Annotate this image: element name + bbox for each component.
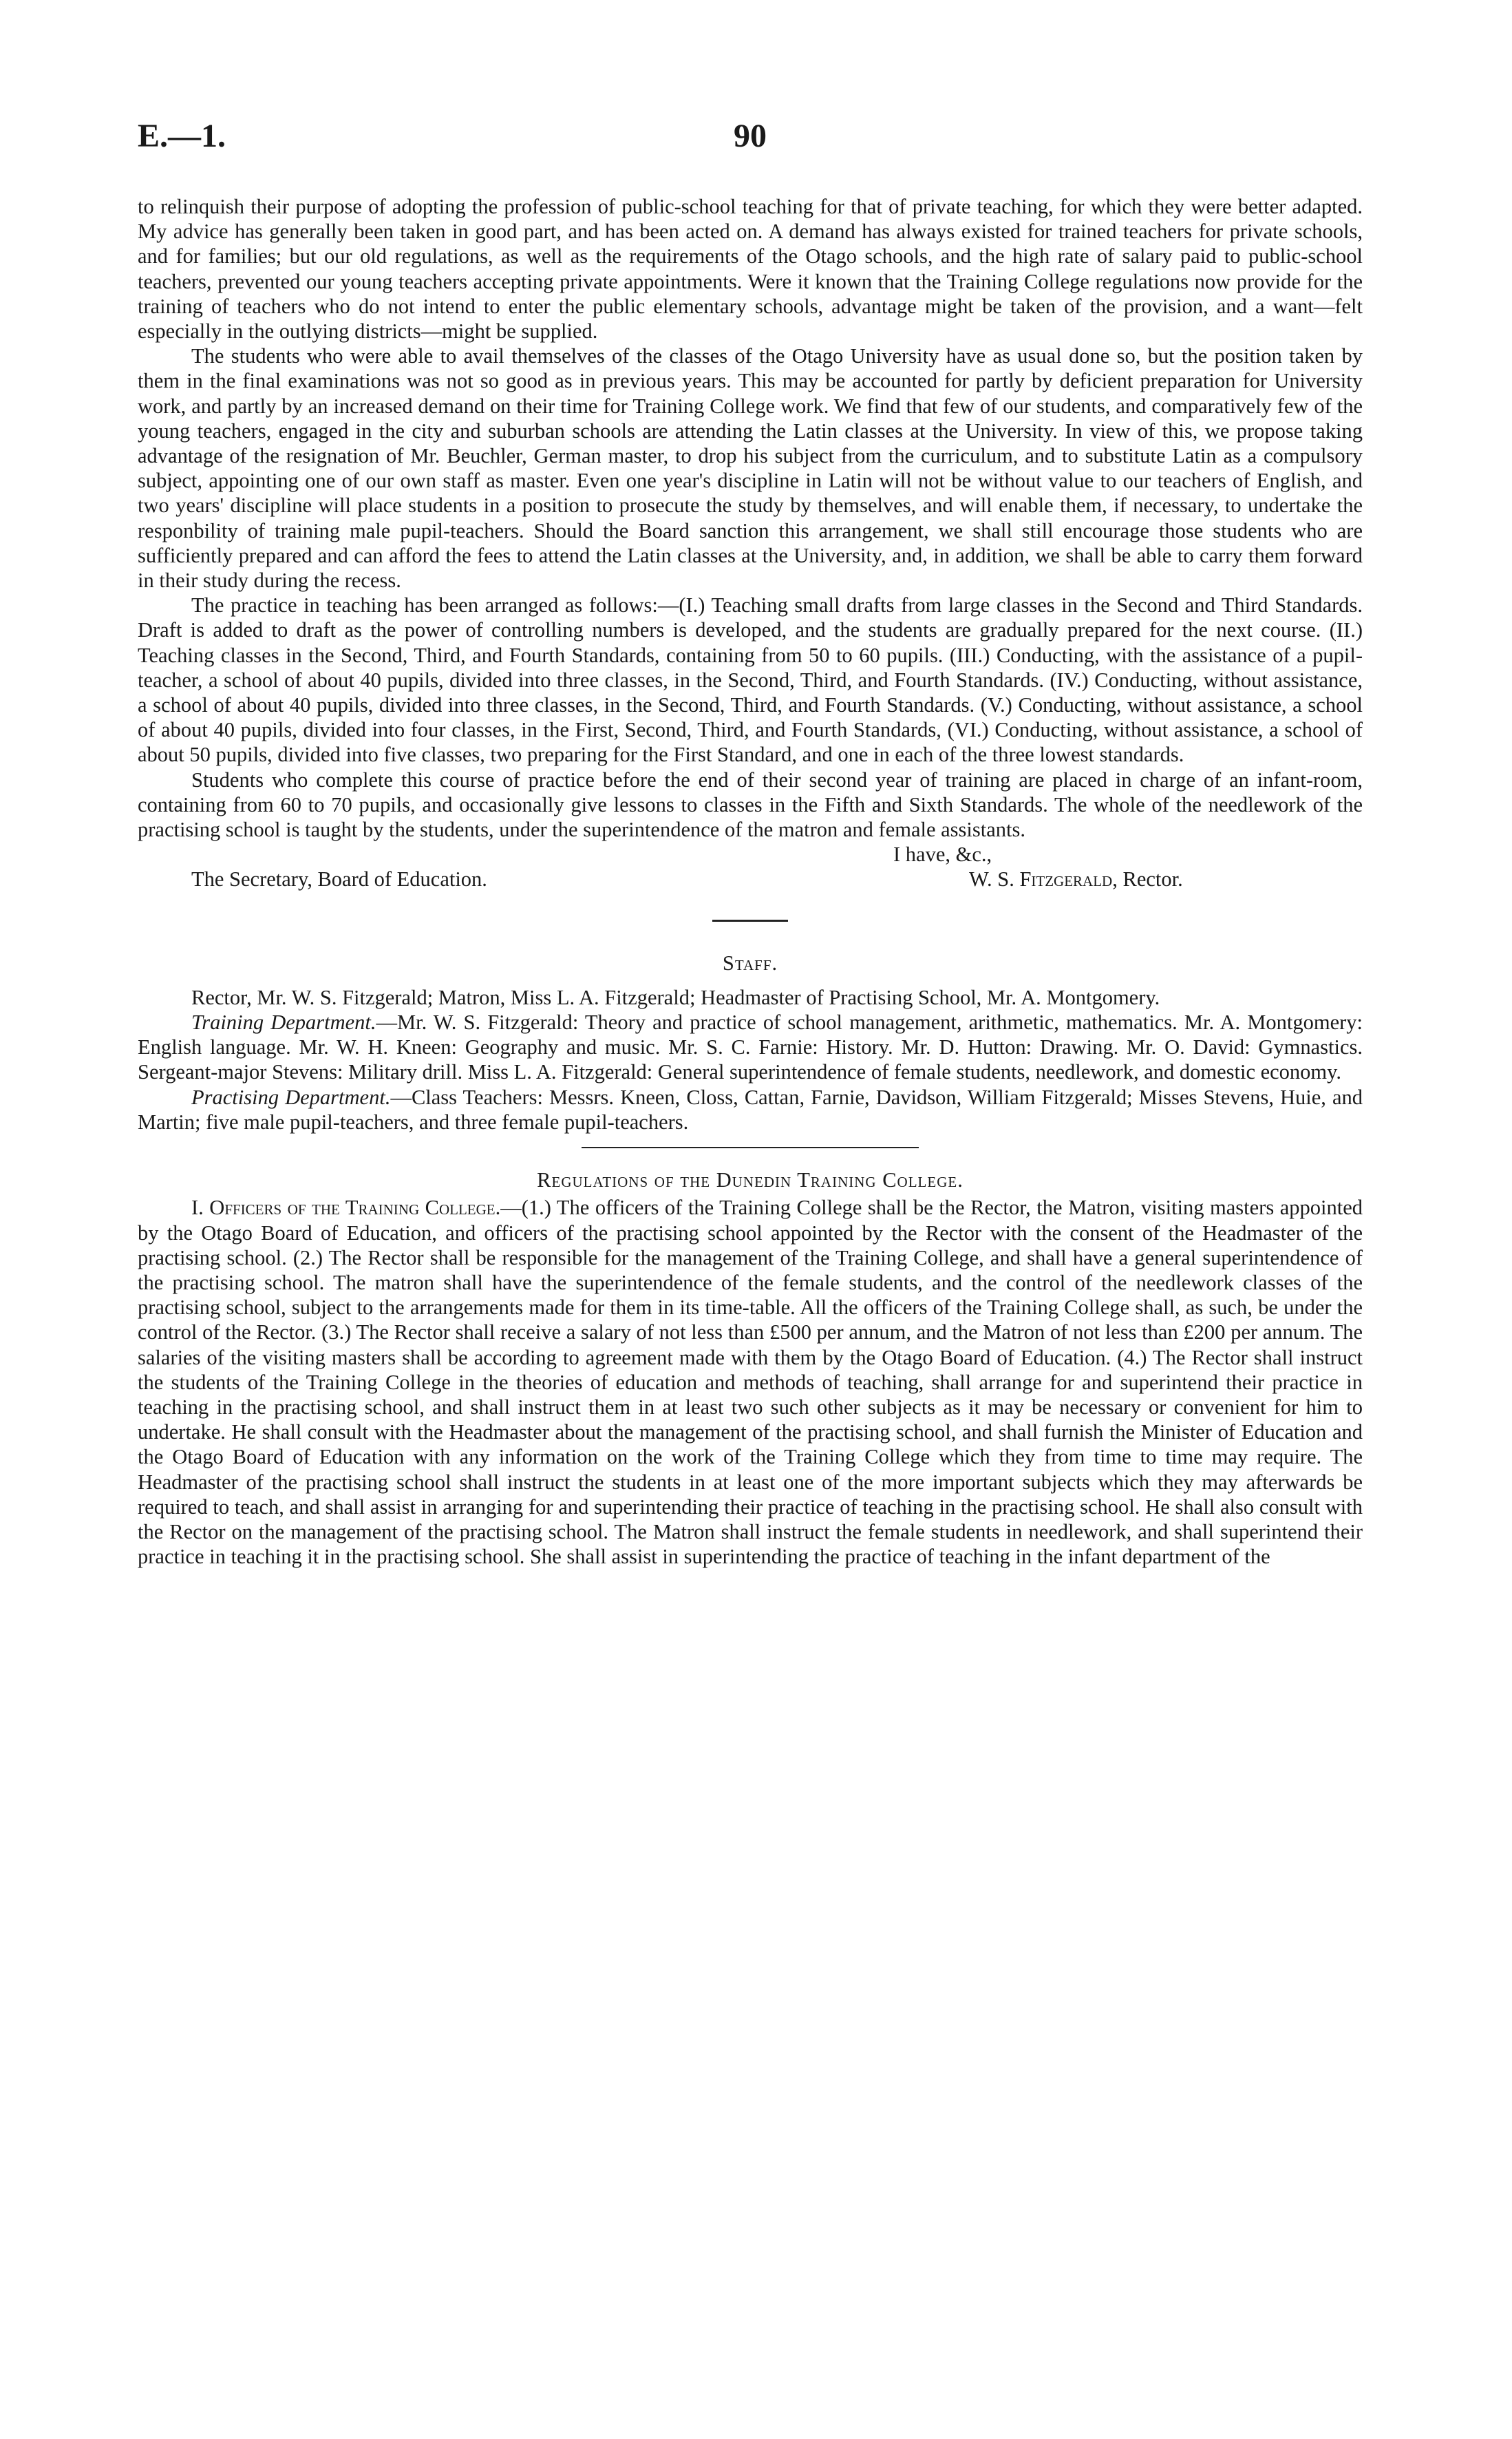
training-department-label: Training Department. — [191, 1011, 376, 1035]
staff-heading: Staff. — [722, 951, 778, 975]
training-department-text: —Mr. W. S. Fitzgerald: Theory and practice of school management, arithmetic, mathematics. Mr. A. Montgomery: English language. Mr. W. H. Kneen: Geography and music. Mr. S. C. Farnie: History. Mr. D. Hutton: Drawing. Mr. O. David: Gymnastics. Sergeant-major Stevens: Military drill. Miss L. A. Fitzgerald: General superintendence of female students, needlework, and domestic economy. — [138, 1011, 1363, 1084]
signature — [969, 867, 1183, 891]
practising-department-text: —Class Teachers: Messrs. Kneen, Closs, Cattan, Farnie, Davidson, William Fitzgerald; Misses Stevens, Huie, and Martin; five male pupil-teachers, and three female pupil-teachers. — [138, 1085, 1363, 1134]
signatory-name: W. S. Fitzgerald — [969, 867, 1113, 891]
paragraph-university: The students who were able to avail themselves of the classes of the Otago University have as usual done so, but the position taken by them in the final examinations was not so good as in previous years. This may be accounted for partly by deficient preparation for University work, and partly by an increased demand on their time for Training College work. We find that few of our students, and comparatively few of the young teachers, engaged in the city and suburban schools are attending the Latin classes at the University. In view of this, we propose taking advantage of the resignation of Mr. Beuchler, German master, to drop his subject from the curriculum, and to substitute Latin as a compulsory subject, appointing one of our own staff as master. Even one year's discipline in Latin will not be without value to our teachers of English, and two years' discipline will place students in a position to prosecute the study by themselves, and will enable them, if necessary, to undertake the responbility of training male pupil-teachers. Should the Board sanction this arrangement, we shall still encourage those students who are sufficiently prepared and can afford the fees to attend the Latin classes at the University, and, in addition, we shall be able to carry them forward in their study during the recess. — [138, 344, 1363, 593]
document-code: E.—1. — [138, 118, 226, 154]
regulations-text: —(1.) The officers of the Training College shall be the Rector, the Matron, visiting masters appointed by the Otago Board of Education, and officers of the practising school appointed by the Rector with the consent of the Headmaster of the practising school. (2.) The Rector shall be responsible for the management of the Training College, and shall have a general superintendence of the practising school. The matron shall have the superintendence of the female students, and the control of the needlework classes of the practising school, subject to the arrangements made for them in its time-table. All the officers of the Training College shall, as such, be under the control of the Rector. (3.) The Rector shall receive a salary of not less than £500 per annum, and the Matron of not less than £200 per annum. The salaries of the visiting masters shall be according to agreement made with them by the Otago Board of Education. (4.) The Rector shall instruct the students of the Training College in the theories of education and methods of teaching, shall arrange for and superintend their practice in teaching in the practising school, and shall instruct them in at least two such other subjects as it may be necessary or convenient for him to undertake. He shall consult with the Headmaster about the management of the practising school, and shall furnish the Minister of Education and the Otago Board of Education with any information on the work of the Training College which they from time to time may require. The Headmaster of the practising school shall instruct the students in at least one of the more important subjects which they may afterwards be required to teach, and shall assist in arranging for and superintending their practice of teaching in the practising school. He shall also consult with the Rector on the management of the practising school. The Matron shall instruct the female students in needlework, and shall superintend their practice in teaching it in the practising school. She shall assist in superintending the practice of teaching in the infant department of the — [138, 1196, 1363, 1569]
signature-row — [138, 867, 1363, 891]
section-divider — [712, 920, 788, 922]
signatory-title: , Rector. — [1112, 867, 1183, 891]
page-header — [138, 117, 1363, 165]
page-number: 90 — [734, 118, 767, 154]
regulations-officers — [138, 1195, 1363, 1569]
paragraph-practice: The practice in teaching has been arranged as follows:—(I.) Teaching small drafts from large classes in the Second and Third Standards. Draft is added to draft as the power of controlling numbers is developed, and the students are gradually prepared for the next course. (II.) Teaching classes in the Second, Third, and Fourth Standards, containing from 50 to 60 pupils. (III.) Conducting, with the assistance of a pupil-teacher, a school of about 40 pupils, divided into three classes, in the Second, Third, and Fourth Standards. (IV.) Conducting, without assistance, a school of about 40 pupils, divided into three classes, in the Second, Third, and Fourth Standards. (V.) Conducting, without assistance, a school of about 40 pupils, divided into four classes, in the First, Second, Third, and Fourth Standards, (VI.) Conducting, without assistance, a school of about 50 pupils, divided into five classes, two preparing for the First Standard, and one in each of the three lowest standards. — [138, 593, 1363, 767]
paragraph-infant-room: Students who complete this course of practice before the end of their second year of training are placed in charge of an infant-room, containing from 60 to 70 pupils, and occasionally give lessons to classes in the Fifth and Sixth Standards. The whole of the needlework of the practising school is taught by the students, under the superintendence of the matron and female assistants. — [138, 768, 1363, 842]
paragraph-continuation: to relinquish their purpose of adopting the profession of public-school teaching for that of private teaching, for which they were better adapted. My advice has generally been taken in good part, and has been acted on. A demand has always existed for trained teachers for private schools, and for families; but our old regulations, as well as the requirements of the Otago schools, and the high rate of salary paid to public-school teachers, prevented our young teachers accepting private appointments. Were it known that the Training College regulations now provide for the training of teachers who do not intend to enter the public elementary schools, advantage might be taken of the provision, and a want—felt especially in the outlying districts—might be supplied. — [138, 195, 1363, 344]
text-column — [138, 194, 1363, 1569]
section-divider-long — [582, 1147, 919, 1148]
regulations-heading: Regulations of the Dunedin Training College. — [537, 1168, 963, 1192]
addressee: The Secretary, Board of Education. — [191, 867, 487, 891]
regulations-section-label: I. Officers of the Training College. — [191, 1196, 501, 1220]
staff-training-department — [138, 1010, 1363, 1085]
practising-department-label: Practising Department. — [191, 1085, 391, 1109]
staff-practising-department — [138, 1085, 1363, 1134]
staff-intro: Rector, Mr. W. S. Fitzgerald; Matron, Miss L. A. Fitzgerald; Headmaster of Practising School, Mr. A. Montgomery. — [191, 985, 1160, 1009]
closing-line: I have, &c., — [893, 843, 992, 867]
